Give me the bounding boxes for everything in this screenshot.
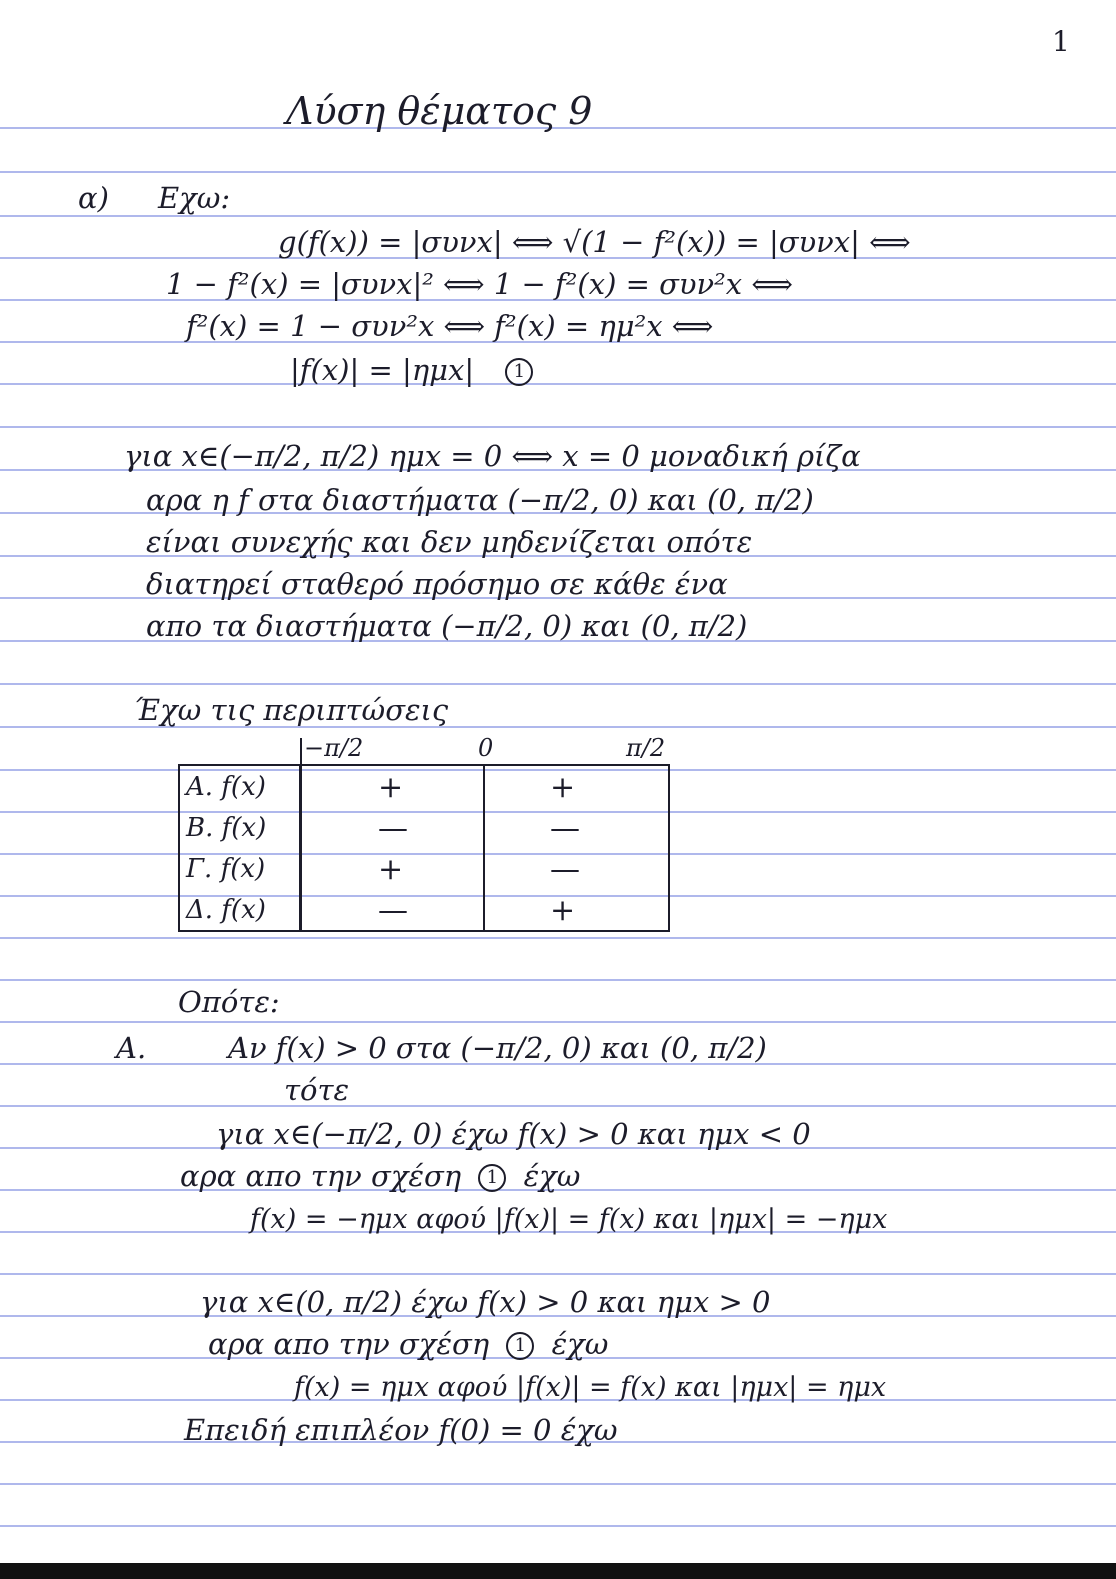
row-label: Α. f(x) [186, 772, 266, 802]
table-row [180, 766, 668, 808]
sign-table [178, 764, 670, 932]
block1-line2-post: έχω [523, 1159, 581, 1193]
sign-right: — [550, 852, 580, 887]
block1-marker: 1 [478, 1164, 506, 1192]
block2-line2-post: έχω [551, 1327, 609, 1361]
sign-left: — [378, 893, 408, 928]
table-header-left: −π/2 [304, 734, 364, 762]
cases-heading: Έχω τις περιπτώσεις [134, 693, 449, 727]
block1-line2 [180, 1159, 581, 1193]
sign-left: + [378, 770, 404, 805]
sign-right: — [550, 811, 580, 846]
row-label: Γ. f(x) [186, 854, 266, 884]
sign-right: + [550, 770, 576, 805]
scan-edge [0, 1563, 1116, 1579]
sign-left: — [378, 811, 408, 846]
case-a-then: τότε [284, 1073, 350, 1107]
sign-right: + [550, 893, 576, 928]
continuity-line-4: διατηρεί σταθερό πρόσημο σε κάθε ένα [146, 567, 728, 601]
row-label: Β. f(x) [186, 813, 267, 843]
equation-line-4 [290, 353, 533, 387]
table-header-right: π/2 [626, 734, 666, 762]
conclusion-heading: Οπότε: [178, 985, 280, 1019]
block2-line2 [208, 1327, 609, 1361]
block2-line3: f(x) = ημx αφού |f(x)| = f(x) και |ημx| = ημx [294, 1372, 887, 1403]
continuity-line-1: για x∈(−π/2, π/2) ημx = 0 ⟺ x = 0 μοναδική ρίζα [124, 439, 861, 473]
sign-left: + [378, 852, 404, 887]
equation-line-2: 1 − f²(x) = |συνx|² ⟺ 1 − f²(x) = συν²x ⟺ [166, 267, 793, 301]
block1-line2-pre: αρα απο την σχέση [180, 1159, 462, 1193]
page-number: 1 [1052, 25, 1070, 58]
part-a-intro: Εχω: [158, 181, 231, 215]
block1-line3: f(x) = −ημx αφού |f(x)| = f(x) και |ημx| = −ημx [250, 1204, 888, 1235]
continuity-line-5: απο τα διαστήματα (−π/2, 0) και (0, π/2) [146, 609, 748, 643]
equation-line-4-text: |f(x)| = |ημx| [290, 353, 475, 387]
equation-marker-1: 1 [505, 358, 533, 386]
case-a-condition: Αν f(x) > 0 στα (−π/2, 0) και (0, π/2) [228, 1031, 767, 1065]
part-a-label: α) [78, 181, 109, 215]
case-a-label: Α. [116, 1031, 147, 1065]
table-row [180, 807, 668, 849]
row-label: Δ. f(x) [186, 895, 266, 925]
equation-line-3: f²(x) = 1 − συν²x ⟺ f²(x) = ημ²x ⟺ [186, 309, 714, 343]
block2-line2-pre: αρα απο την σχέση [208, 1327, 490, 1361]
block1-line1: για x∈(−π/2, 0) έχω f(x) > 0 και ημx < 0 [216, 1117, 811, 1151]
block2-line1: για x∈(0, π/2) έχω f(x) > 0 και ημx > 0 [200, 1285, 771, 1319]
equation-line-1: g(f(x)) = |συνx| ⟺ √(1 − f²(x)) = |συνx| ⟺ [278, 225, 911, 259]
table-row [180, 848, 668, 890]
table-header-mid: 0 [478, 734, 494, 762]
continuity-line-3: είναι συνεχής και δεν μηδενίζεται οπότε [146, 525, 753, 559]
block2-marker: 1 [506, 1332, 534, 1360]
continuity-line-2: αρα η f στα διαστήματα (−π/2, 0) και (0, π/2) [146, 483, 814, 517]
final-line: Επειδή επιπλέον f(0) = 0 έχω [184, 1413, 618, 1447]
table-row [180, 889, 668, 931]
page-title: Λύση θέματος 9 [286, 89, 593, 133]
